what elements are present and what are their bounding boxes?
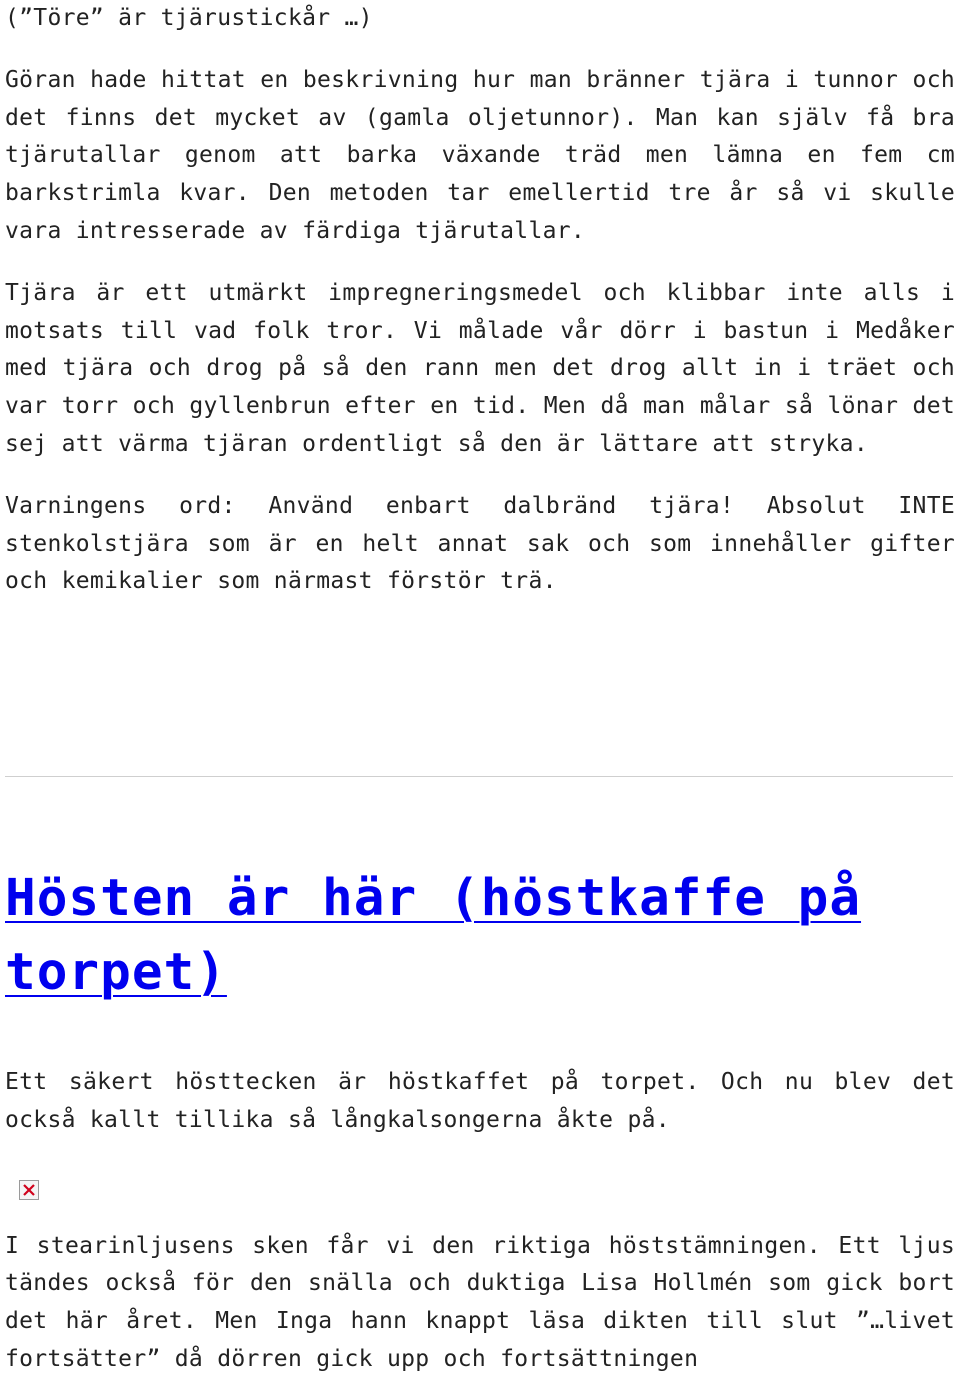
post-divider	[5, 776, 953, 777]
paragraph-tar-impregnation: Tjära är ett utmärkt impregneringsmedel och klibbar inte alls i motsats till vad folk tror. Vi målade vår dörr i bastun i Medåker med tjära och drog på så den rann men det drog allt in i träet och var torr och gyllenbrun efter en tid. Men då man målar så lönar det sej att värma tjäran ordentligt så den är lättare att stryka.	[5, 279, 955, 457]
post-title-link[interactable]: Hösten är här (höstkaffe på torpet)	[5, 869, 862, 1002]
paragraph-autumn-coffee: Ett säkert hösttecken är höstkaffet på torpet. Och nu blev det också kallt tillika så långkalsongerna åkte på.	[5, 1069, 955, 1133]
article-current	[5, 1064, 955, 1379]
paragraph-warning: Varningens ord: Använd enbart dalbränd tjära! Absolut INTE stenkolstjära som är en helt annat sak och som innehåller gifter och kemikalier som närmast förstör trä.	[5, 492, 955, 595]
post-image	[19, 1180, 41, 1202]
paragraph-caption: (”Töre” är tjärustickår …)	[5, 5, 373, 31]
paragraph-candlelight: I stearinljusens sken får vi den riktiga höststämningen. Ett ljus tändes också för den snälla och duktiga Lisa Hollmén som gick bort det här året. Men Inga hann knappt läsa dikten till slut ”…livet fortsätter” då dörren gick upp och fortsättningen	[5, 1232, 955, 1372]
post-title	[5, 862, 955, 1010]
paragraph-tar-burning: Göran hade hittat en beskrivning hur man bränner tjära i tunnor och det finns det mycket av (gamla oljetunnor). Man kan själv få bra tjärutallar genom att barka växande träd men lämna en fem cm barkstrimla kvar. Den metoden tar emellertid tre år så vi skulle vara intresserade av färdiga tjärutallar.	[5, 66, 955, 244]
article-previous	[5, 0, 955, 601]
broken-image-icon	[19, 1180, 39, 1200]
